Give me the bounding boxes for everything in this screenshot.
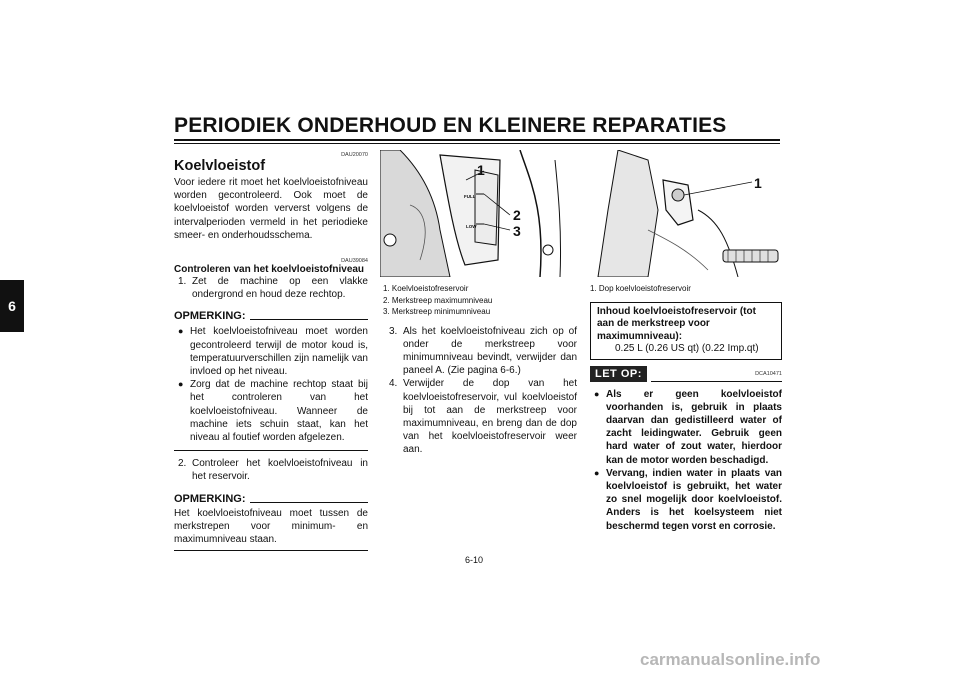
caution-label: LET OP: bbox=[590, 366, 647, 382]
coolant-reservoir-figure bbox=[380, 150, 576, 282]
ref-code: DCA10471 bbox=[755, 370, 782, 377]
reservoir-cap-figure bbox=[588, 150, 780, 282]
caution-bullets bbox=[590, 388, 782, 533]
note-heading bbox=[174, 493, 368, 505]
intro-paragraph: Voor iedere rit moet het koelvloeistofniveau worden gecontroleerd. Ook moet de koelvloeistof worden ververst volgens de intervalperioden vermeld in het periodieke smeer- en onderhoudsschema. bbox=[174, 177, 368, 241]
step-2 bbox=[174, 457, 368, 483]
callout-1: 1 bbox=[477, 162, 485, 178]
chapter-tab: 6 bbox=[0, 280, 24, 332]
header-rule-thin bbox=[174, 143, 780, 144]
ref-code: DAU39084 bbox=[341, 258, 368, 265]
step-4 bbox=[383, 377, 577, 456]
figure-caption: 1. Dop koelvloeistofreservoir bbox=[590, 284, 691, 293]
page-number: 6-10 bbox=[465, 555, 484, 565]
note-end-rule bbox=[174, 450, 368, 451]
subsection-title: Controleren van het koelvloeistofniveau bbox=[174, 264, 365, 276]
note-bullet bbox=[178, 325, 368, 378]
step-number: 1. bbox=[178, 276, 187, 288]
cap-photo bbox=[588, 150, 780, 277]
bullet-text: Zorg dat de machine rechtop staat bij het controleren van het koelvloeistofniveau. Wanneer de machine iets schuin staat, kan het niveau al foutief worden afgelezen. bbox=[190, 379, 368, 444]
low-mark-label: LOW bbox=[466, 224, 477, 229]
reservoir-photo bbox=[380, 150, 576, 277]
step-text: Zet de machine op een vlakke ondergrond en houd deze rechtop. bbox=[192, 276, 368, 301]
capacity-value: 0.25 L (0.26 US qt) (0.22 Imp.qt) bbox=[615, 343, 759, 354]
step-text: Verwijder de dop van het koelvloeistofreservoir, vul koelvloeistof bij tot aan de merkstreep voor maximumniveau, en breng dan de dop van het koelvloeistofreservoir weer aan. bbox=[403, 378, 577, 456]
note-end-rule bbox=[174, 550, 368, 551]
step-text: Controleer het koelvloeistofniveau in het reservoir. bbox=[192, 458, 368, 483]
column-3 bbox=[590, 283, 782, 533]
caution-rule bbox=[651, 381, 782, 382]
column-2 bbox=[383, 283, 577, 457]
caution-bullet bbox=[594, 388, 782, 467]
watermark: carmanualsonline.info bbox=[640, 650, 821, 669]
callout-2: 2 bbox=[513, 207, 521, 223]
note-text: Het koelvloeistofniveau moet tussen de merkstrepen voor minimum- en maximumniveau staan. bbox=[174, 507, 368, 546]
header-rule bbox=[174, 139, 780, 141]
bullet-text: Het koelvloeistofniveau moet worden gecontroleerd terwijl de motor koud is, temperatuurverschillen zijn namelijk van invloed op het niveau. bbox=[190, 326, 368, 378]
step-3 bbox=[383, 325, 577, 378]
note-bullet bbox=[178, 378, 368, 444]
figure-caption: 3. Merkstreep minimumniveau bbox=[383, 307, 491, 316]
note-label: OPMERKING: bbox=[174, 310, 246, 323]
bullet-icon: ● bbox=[178, 326, 184, 337]
full-mark-label: FULL bbox=[464, 194, 476, 199]
bullet-text: Vervang, indien water in plaats van koelvloeistof is gebruikt, het water zo snel mogelijk door koelvloeistof. Anders is het koelsysteem niet beschermd tegen vorst en corrosie. bbox=[606, 467, 782, 532]
callout-1: 1 bbox=[754, 175, 762, 191]
section-title: Koelvloeistof bbox=[174, 158, 266, 174]
capacity-box bbox=[590, 302, 782, 360]
column-1 bbox=[174, 152, 368, 551]
page-header-title: PERIODIEK ONDERHOUD EN KLEINERE REPARATIES bbox=[174, 114, 727, 137]
step-text: Als het koelvloeistofniveau zich op of onder de merkstreep voor minimumniveau bevindt, verwijder dan paneel A. (Zie pagina 6-6.) bbox=[403, 325, 577, 377]
ref-code: DAU20070 bbox=[341, 152, 368, 158]
step-number: 2. bbox=[178, 458, 187, 470]
bullet-text: Als er geen koelvloeistof voorhanden is, gebruik in plaats daarvan dan gedistilleerd water of zacht leidingwater. Gebruik geen hard water of zout water, hierdoor kan de motor worden beschadigd. bbox=[606, 388, 782, 466]
bullet-icon: ● bbox=[594, 388, 600, 399]
note-label: OPMERKING: bbox=[174, 492, 246, 505]
bullet-icon: ● bbox=[178, 379, 184, 390]
step-number: 3. bbox=[389, 325, 398, 337]
callout-3: 3 bbox=[513, 223, 521, 239]
bullet-icon: ● bbox=[594, 467, 600, 478]
caution-heading bbox=[590, 366, 782, 382]
capacity-title: Inhoud koelvloeistofreservoir (tot aan de merkstreep voor maximumniveau): bbox=[597, 305, 756, 342]
caution-bullet bbox=[594, 467, 782, 533]
figure-caption: 1. Koelvloeistofreservoir bbox=[383, 284, 469, 293]
step-number: 4. bbox=[389, 378, 398, 390]
note-bullets bbox=[174, 325, 368, 444]
step-1 bbox=[174, 275, 368, 301]
figure-caption: 2. Merkstreep maximumniveau bbox=[383, 295, 493, 305]
note-heading bbox=[174, 310, 368, 322]
